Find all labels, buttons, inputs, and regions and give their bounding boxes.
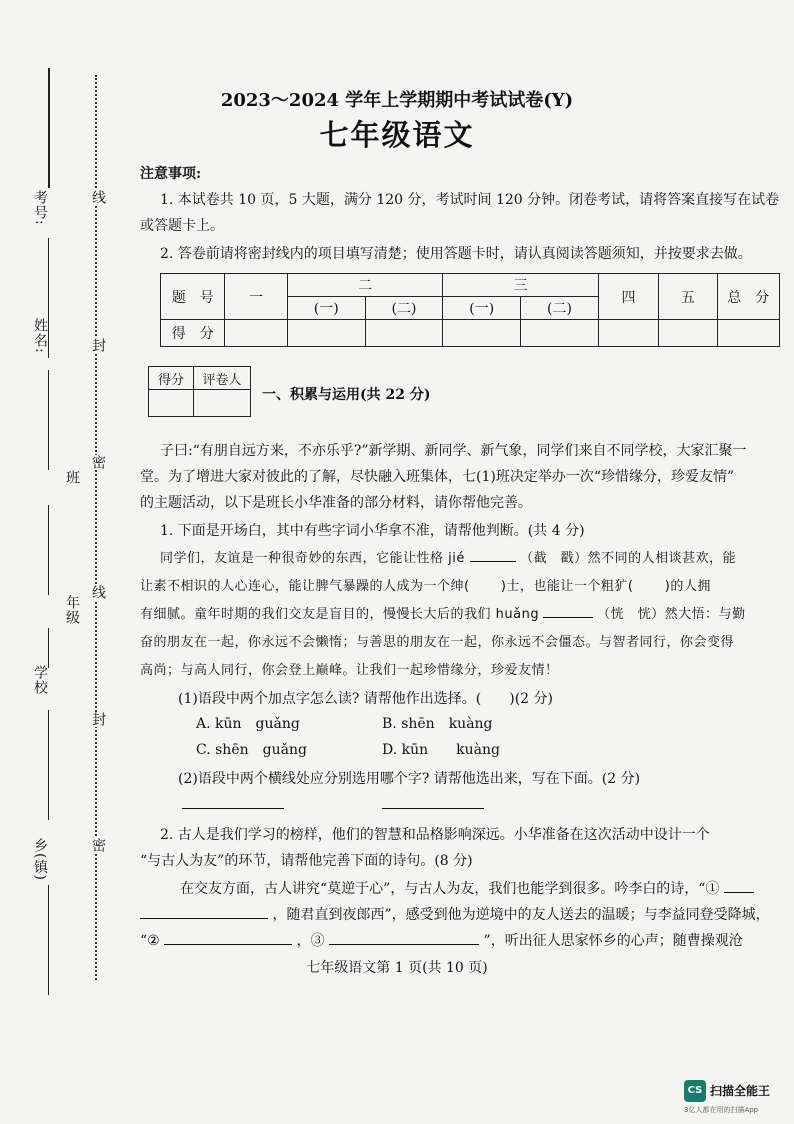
answer-line-2[interactable] <box>382 808 484 809</box>
score-table <box>160 273 780 347</box>
score-cell[interactable] <box>225 320 287 347</box>
grade-label: 年级 <box>64 595 80 625</box>
question-2: 2. 古人是我们学习的榜样，他们的智慧和品格影响深远。小华准备在这次活动中设计一个 <box>160 827 710 843</box>
poem-text: ，随君直到夜郎西”，感受到他为逆境中的友人送去的温暖；与李益同登受降城， <box>272 907 770 923</box>
grader-label: 评卷人 <box>194 367 251 390</box>
class-label: 班 <box>64 470 80 485</box>
passage-text: 奋的朋友在一起，你永远不会懒惰；与善思的朋友在一起，你永远不会僵态。与智者同行，你会变得 <box>140 635 735 650</box>
table-header-cell: (二) <box>365 297 443 320</box>
intro-line-3: 的主题活动，以下是班长小华准备的部分材料，请你帮他完善。 <box>140 495 532 511</box>
grader-score-cell[interactable] <box>149 390 194 417</box>
poem-blank-1[interactable] <box>724 892 754 893</box>
school-blank-2[interactable] <box>48 710 49 820</box>
grader-score-label: 得分 <box>149 367 194 390</box>
table-header-cell: 五 <box>659 274 717 320</box>
intro-line-1: 子曰:“有朋自远方来，不亦乐乎?”新学期、新同学、新气象，同学们来自不同学校，大家汇聚一 <box>160 443 747 459</box>
scanner-watermark <box>684 1080 784 1120</box>
score-cell[interactable] <box>365 320 443 347</box>
notes-item-1: 1. 本试卷共 10 页，5 大题，满分 120 分，考试时间 120 分钟。闭卷考试，请将答案直接写在试卷 <box>160 192 780 208</box>
score-cell[interactable] <box>521 320 599 347</box>
table-header-cell: (二) <box>521 297 599 320</box>
score-cell[interactable] <box>717 320 779 347</box>
table-header-cell: 四 <box>598 274 658 320</box>
table-header-cell: 题 号 <box>161 274 225 320</box>
passage-text: 让素不相识的人心连心，能让脾气暴躁的人成为一个绅( <box>140 579 470 594</box>
poem-blank-1-cont[interactable] <box>140 918 268 919</box>
passage-line-3b <box>140 630 790 656</box>
township-label: 乡(镇) <box>32 838 48 881</box>
poem-line-1 <box>180 876 790 902</box>
answer-line-1[interactable] <box>182 808 284 809</box>
exam-no-label: 考号: <box>32 190 48 226</box>
sub-question-1: (1)语段中两个加点字怎么读? 请帮他作出选择。( )(2 分) <box>178 691 553 707</box>
school-blank[interactable] <box>48 628 49 668</box>
table-row-label: 得 分 <box>161 320 225 347</box>
score-cell[interactable] <box>659 320 717 347</box>
answer-blank[interactable] <box>543 617 593 618</box>
option-b[interactable]: B. shēn kuàng <box>382 716 493 732</box>
poem-line-3 <box>140 928 790 954</box>
grade-blank[interactable] <box>48 505 49 595</box>
watermark-name: 扫描全能王 <box>710 1084 771 1098</box>
passage-text: （截 戳）然不同的人相谈甚欢，能 <box>520 551 737 566</box>
passage-line-1 <box>160 546 790 572</box>
table-header-cell: 三 <box>443 274 599 297</box>
score-cell[interactable] <box>443 320 521 347</box>
seal-char: 封 <box>90 712 106 727</box>
question-1: 1. 下面是开场白，其中有些字词小华拿不准，请帮他判断。(共 4 分) <box>160 523 585 539</box>
grader-table <box>148 366 251 417</box>
score-cell[interactable] <box>287 320 365 347</box>
poem-line-2 <box>140 902 790 928</box>
notes-heading: 注意事项: <box>140 166 202 182</box>
intro-line-2: 堂。为了增进大家对彼此的了解，尽快融入班集体，七(1)班决定举办一次“珍惜缘分，珍爱友情” <box>140 469 735 485</box>
passage-text: 同学们，友谊是一种很奇妙的东西，它能让性格 jié <box>160 551 465 566</box>
notes-item-1-cont: 或答题卡上。 <box>140 218 224 234</box>
answer-blank[interactable] <box>470 561 516 562</box>
passage-line-3 <box>140 602 790 628</box>
passage-text: )士，也能让一个粗犷( <box>500 579 634 594</box>
passage-line-4: 高尚；与高人同行，你会登上巅峰。让我们一起珍惜缘分，珍爱友情！ <box>140 663 559 678</box>
table-header-cell: 一 <box>225 274 287 320</box>
table-header-cell: 二 <box>287 274 443 297</box>
camscanner-logo-icon: CS <box>684 1080 706 1102</box>
poem-blank-3[interactable] <box>329 944 479 945</box>
option-d[interactable]: D. kūn kuàng <box>382 742 500 758</box>
question-2-cont: “与古人为友”的环节，请帮他完善下面的诗句。(8 分) <box>140 853 473 869</box>
exam-title: 2023～2024 学年上学期期中考试试卷(Y) <box>220 90 574 111</box>
score-cell[interactable] <box>598 320 658 347</box>
poem-text: ”，听出征人思家怀乡的心声；随曹操观沧 <box>483 933 743 949</box>
passage-text: （恍 恍）然大悟：与勤 <box>597 607 746 622</box>
school-label: 学校 <box>32 665 48 695</box>
table-header-cell: 总 分 <box>717 274 779 320</box>
option-a[interactable]: A. kūn guǎng <box>196 716 300 732</box>
seal-char: 密 <box>90 455 106 470</box>
township-blank[interactable] <box>48 885 49 995</box>
page-footer: 七年级语文第 1 页(共 10 页) <box>306 960 488 976</box>
class-blank[interactable] <box>48 370 49 470</box>
poem-text: “② <box>140 933 160 949</box>
seal-char: 线 <box>90 190 106 205</box>
grader-name-cell[interactable] <box>194 390 251 417</box>
table-header-cell: (一) <box>443 297 521 320</box>
poem-blank-2[interactable] <box>164 944 292 945</box>
passage-text: 有细腻。童年时期的我们交友是盲目的，慢慢长大后的我们 huǎng <box>140 607 540 622</box>
section-title: 一、积累与运用(共 22 分) <box>262 387 431 403</box>
poem-text: ，③ <box>296 933 325 949</box>
exam-subject: 七年级语文 <box>319 118 475 152</box>
passage-text: )的人拥 <box>664 579 711 594</box>
option-c[interactable]: C. shēn guǎng <box>196 742 307 758</box>
seal-char: 线 <box>90 585 106 600</box>
watermark-subtitle: 3亿人都在用的扫描App <box>684 1106 759 1114</box>
passage-line-2 <box>140 574 790 600</box>
poem-text: 在交友方面，古人讲究“莫逆于心”，与古人为友，我们也能学到很多。吟李白的诗，“① <box>180 881 720 897</box>
seal-char: 封 <box>90 338 106 353</box>
name-label: 姓名: <box>32 318 48 354</box>
notes-item-2: 2. 答卷前请将密封线内的项目填写清楚；使用答题卡时，请认真阅读答题须知，并按要求去做。 <box>160 246 752 262</box>
seal-char: 密 <box>90 838 106 853</box>
sub-question-2: (2)语段中两个横线处应分别选用哪个字? 请帮他选出来，写在下面。(2 分) <box>178 771 641 787</box>
table-header-cell: (一) <box>287 297 365 320</box>
